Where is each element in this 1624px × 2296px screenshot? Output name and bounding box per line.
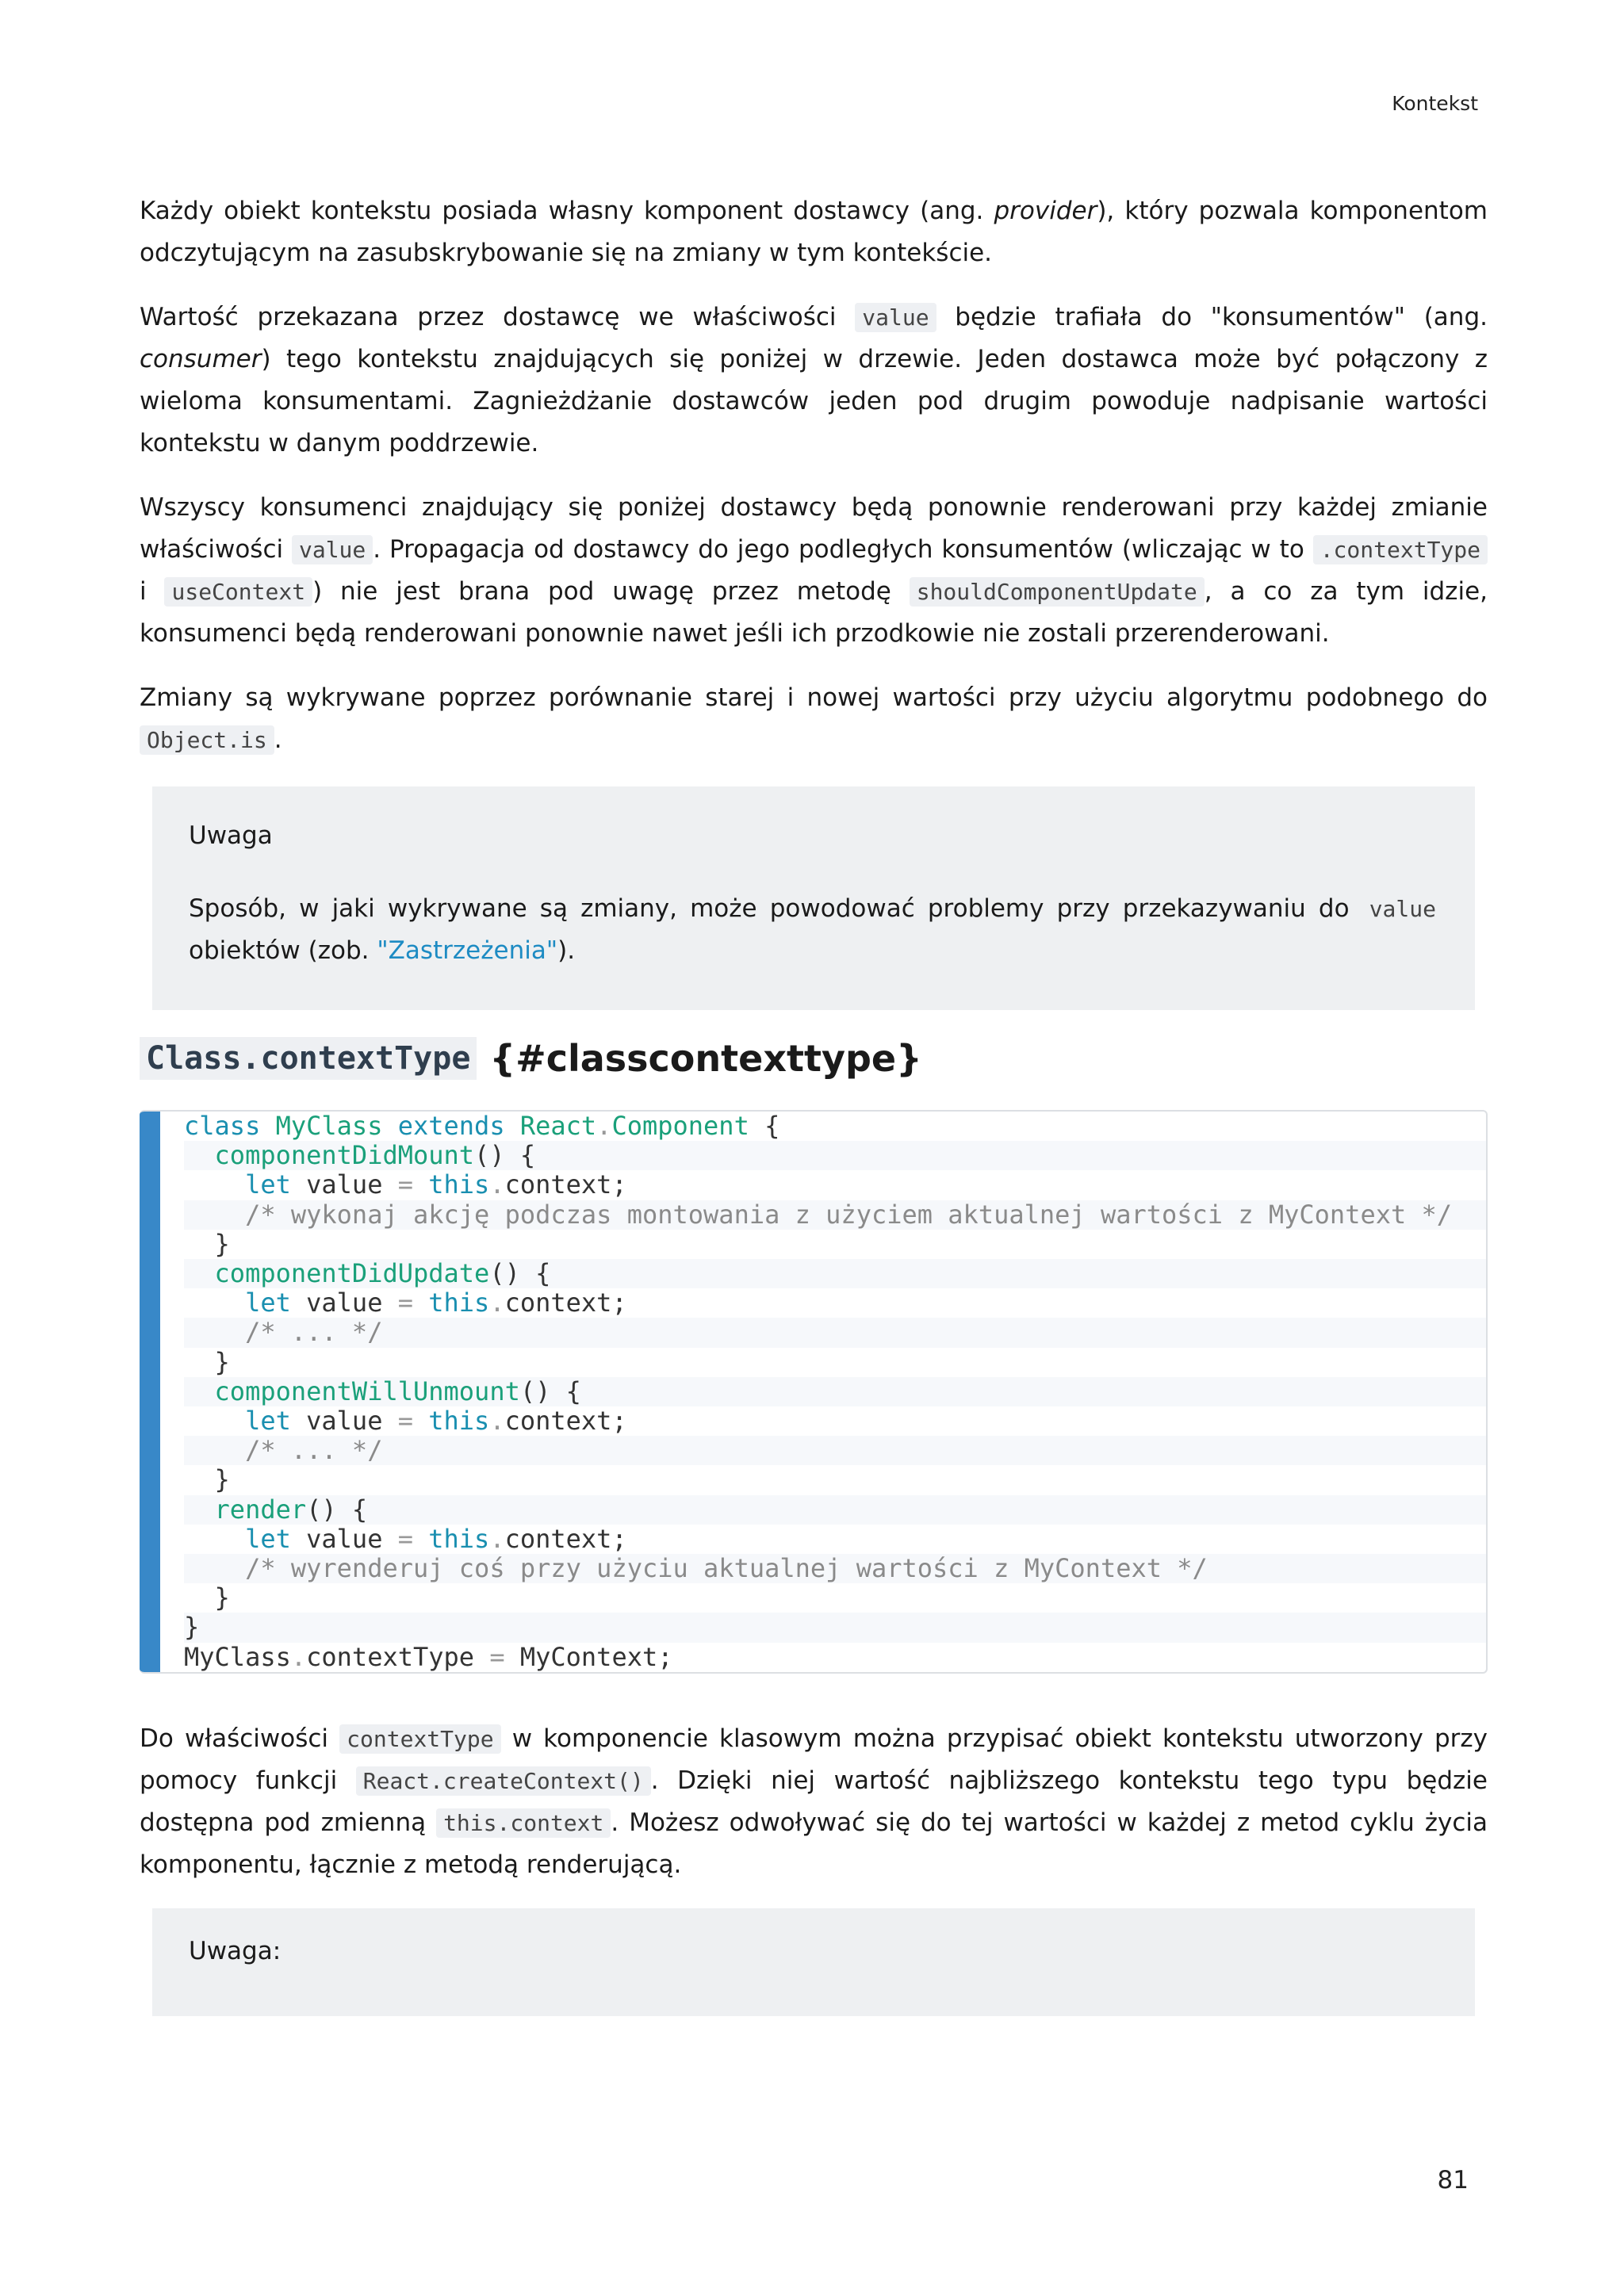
code-token: . — [489, 1169, 505, 1200]
code-token: = — [397, 1523, 429, 1554]
code-token: let — [245, 1169, 307, 1200]
code-line — [184, 1525, 1486, 1554]
code-token — [184, 1553, 245, 1583]
code-token: { — [764, 1111, 780, 1141]
code-token — [184, 1258, 215, 1288]
code-token: let — [245, 1288, 307, 1318]
heading-code: Class.contextType — [140, 1037, 477, 1080]
code-token — [184, 1524, 245, 1554]
code-token: } — [184, 1582, 230, 1613]
code-token: MyContext; — [519, 1641, 673, 1672]
code-line — [184, 1348, 1486, 1377]
code-line — [184, 1613, 1486, 1642]
code-token: /* ... */ — [245, 1317, 383, 1348]
inline-code: value — [292, 535, 373, 564]
text: ) nie jest brana pod uwagę przez metodę — [312, 577, 910, 606]
code-token: . — [489, 1288, 505, 1318]
code-token: context; — [504, 1406, 627, 1437]
emphasis: provider — [994, 197, 1097, 225]
code-token: context; — [504, 1288, 627, 1318]
text: Sposób, w jaki wykrywane są zmiany, może powodować problemy przy przekazywaniu do — [189, 894, 1362, 923]
code-token: value — [306, 1169, 398, 1200]
code-token: componentWillUnmount — [214, 1376, 520, 1406]
code-token: componentDidUpdate — [214, 1258, 490, 1289]
text: i — [140, 577, 165, 606]
inline-code: useContext — [164, 577, 312, 607]
inline-code: this.context — [436, 1808, 611, 1838]
code-line — [184, 1200, 1486, 1230]
code-token: . — [489, 1523, 505, 1554]
code-line — [184, 1141, 1486, 1170]
code-token — [184, 1140, 215, 1170]
code-line — [184, 1554, 1486, 1583]
code-token: = — [397, 1288, 429, 1318]
section-heading — [140, 1037, 1488, 1080]
code-line — [184, 1377, 1486, 1406]
code-lines — [140, 1112, 1486, 1672]
inline-code: .contextType — [1313, 535, 1488, 564]
note-box-2 — [152, 1908, 1475, 2016]
text: Każdy obiekt kontekstu posiada własny komponent dostawcy (ang. — [140, 197, 994, 225]
code-token: () { — [474, 1140, 536, 1171]
code-token: /* ... */ — [245, 1435, 383, 1466]
code-token: let — [245, 1523, 307, 1554]
inline-code: shouldComponentUpdate — [910, 577, 1205, 607]
inline-code: contextType — [339, 1724, 500, 1754]
code-token: } — [184, 1228, 230, 1259]
code-token — [184, 1406, 245, 1436]
code-token: value — [306, 1523, 398, 1554]
code-token: = — [397, 1169, 429, 1200]
emphasis: consumer — [140, 345, 262, 373]
paragraph-value — [140, 297, 1488, 465]
text: ), który pozwala komponentom odczytującym na zasubskrybowanie się na zmiany w tym kontekście. — [140, 197, 1488, 267]
note-title: Uwaga: — [189, 1936, 282, 1965]
text: . Dzięki niej wartość najbliższego kontekstu tego typu będzie dostępna pod zmienną — [140, 1766, 1488, 1837]
inline-code: value — [855, 303, 936, 332]
running-header: Kontekst — [1392, 92, 1478, 115]
text: . Możesz odwoływać się do tej wartości w każdej z metod cyklu życia komponentu, łącznie z metodą renderującą. — [140, 1808, 1488, 1879]
code-line — [184, 1406, 1486, 1436]
text: ) tego kontekstu znajdujących się poniżej w drzewie. Jeden dostawca może być połączony z wieloma konsumentami. Zagnieżdżanie dostawców jeden pod drugim powoduje nadpisanie wartości kontekstu w danym poddrzewie. — [140, 345, 1488, 457]
text: . — [274, 725, 282, 754]
text: Wartość przekazana przez dostawcę we właściwości — [140, 303, 856, 331]
code-token: . — [489, 1406, 505, 1437]
code-token: render — [214, 1494, 307, 1525]
code-token: /* wykonaj akcję podczas montowania z użyciem aktualnej wartości z MyContext */ — [245, 1199, 1453, 1230]
code-line — [184, 1318, 1486, 1347]
text: Do właściwości — [140, 1724, 340, 1753]
heading-anchor: {#classcontexttype} — [489, 1037, 922, 1080]
code-token: /* wyrenderuj coś przy użyciu aktualnej wartości z MyContext */ — [245, 1553, 1208, 1584]
code-token: contextType — [306, 1641, 490, 1672]
paragraph-provider — [140, 190, 1488, 274]
code-line — [184, 1583, 1486, 1613]
code-token: context; — [504, 1523, 627, 1554]
text: ). — [557, 936, 576, 965]
code-token: class — [184, 1111, 276, 1141]
code-token: . — [596, 1111, 612, 1141]
code-token: } — [184, 1612, 200, 1643]
page-number: 81 — [1437, 2166, 1469, 2195]
inline-code: React.createContext() — [356, 1766, 651, 1796]
paragraph-contexttype — [140, 1718, 1488, 1886]
code-token: () { — [489, 1258, 551, 1289]
text: , a co za tym idzie, konsumenci będą renderowani ponownie nawet jeśli ich przodkowie nie zostali przerenderowani. — [140, 577, 1488, 648]
code-line — [184, 1230, 1486, 1259]
code-token: value — [306, 1406, 398, 1437]
note-title: Uwaga — [189, 821, 273, 850]
code-line — [184, 1170, 1486, 1200]
code-token: MyClass — [184, 1641, 291, 1672]
code-token: value — [306, 1288, 398, 1318]
code-line — [184, 1643, 1486, 1672]
code-token: this — [428, 1406, 490, 1437]
paragraph-changes — [140, 677, 1488, 761]
code-token — [184, 1435, 245, 1465]
code-token: = — [397, 1406, 429, 1437]
code-token: context; — [504, 1169, 627, 1200]
code-line — [184, 1436, 1486, 1465]
page-content — [140, 190, 1488, 2016]
code-token — [184, 1317, 245, 1347]
code-line — [184, 1465, 1486, 1494]
code-token: React — [519, 1111, 597, 1141]
code-token — [184, 1494, 215, 1525]
code-token: let — [245, 1406, 307, 1437]
note-box — [152, 786, 1475, 1010]
code-token: () { — [519, 1376, 581, 1406]
code-token: = — [489, 1641, 520, 1672]
text: obiektów (zob. — [189, 936, 377, 965]
paragraph-consumers — [140, 487, 1488, 655]
caveats-link[interactable]: "Zastrzeżenia" — [377, 936, 558, 965]
code-line — [184, 1259, 1486, 1288]
note-text — [189, 888, 1443, 972]
code-token — [184, 1376, 215, 1406]
code-line — [184, 1112, 1486, 1141]
code-token: () { — [306, 1494, 368, 1525]
code-token — [184, 1169, 245, 1200]
code-token: this — [428, 1523, 490, 1554]
text: w komponencie klasowym można przypisać obiekt kontekstu utworzony przy pomocy funkcji — [140, 1724, 1488, 1795]
code-block-accent-bar — [140, 1112, 160, 1672]
text: będzie trafiała do "konsumentów" (ang. — [936, 303, 1488, 331]
code-token: } — [184, 1464, 230, 1495]
code-token: } — [184, 1346, 230, 1377]
code-token: componentDidMount — [214, 1140, 475, 1171]
code-token: extends — [397, 1111, 520, 1141]
text: Wszyscy konsumenci znajdujący się poniżej dostawcy będą ponownie renderowani przy każdej zmianie właściwości — [140, 493, 1488, 564]
code-line — [184, 1288, 1486, 1318]
code-token: this — [428, 1169, 490, 1200]
code-line — [184, 1495, 1486, 1525]
code-token — [184, 1288, 245, 1318]
code-token: this — [428, 1288, 490, 1318]
inline-code: value — [1369, 896, 1436, 922]
text: Zmiany są wykrywane poprzez porównanie starej i nowej wartości przy użyciu algorytmu podobnego do — [140, 683, 1488, 712]
code-token: . — [290, 1641, 307, 1672]
inline-code: Object.is — [140, 725, 274, 755]
text: . Propagacja od dostawcy do jego podległych konsumentów (wliczając w to — [373, 535, 1313, 564]
code-token: MyClass — [275, 1111, 398, 1141]
code-token — [184, 1200, 245, 1230]
code-block — [140, 1110, 1488, 1674]
code-token: Component — [611, 1111, 765, 1141]
